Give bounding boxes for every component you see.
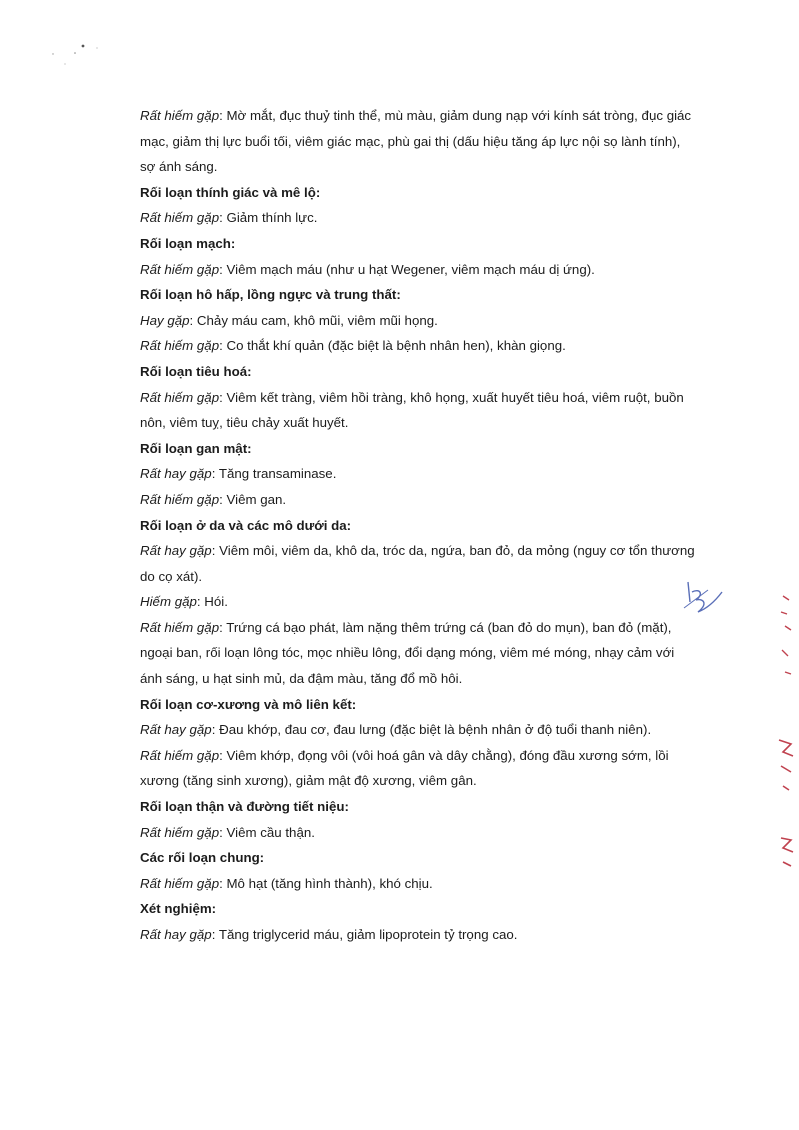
section-heading: Rối loạn thận và đường tiết niệu: <box>140 799 349 815</box>
section-heading: Rối loạn thính giác và mê lộ: <box>140 184 321 200</box>
document-page <box>140 103 695 948</box>
frequency-label: Hiếm gặp <box>140 594 197 610</box>
frequency-label: Rất hiếm gặp <box>140 875 220 891</box>
entry-text: : Đau khớp, đau cơ, đau lưng (đặc biệt là bệnh nhân ở độ tuổi thanh niên). <box>211 722 652 738</box>
entry-text: : Viêm kết tràng, viêm hồi tràng, khô họng, xuất huyết tiêu hoá, viêm ruột, buồn nôn, viêm tuỵ, tiêu chảy xuất huyết. <box>140 389 684 431</box>
section-heading: Rối loạn mạch: <box>140 235 236 251</box>
frequency-entry <box>140 589 695 615</box>
frequency-entry <box>140 717 695 743</box>
frequency-entry <box>140 205 695 231</box>
entry-text: : Chảy máu cam, khô mũi, viêm mũi họng. <box>189 312 438 328</box>
section-heading: Rối loạn ở da và các mô dưới da: <box>140 517 352 533</box>
frequency-label: Rất hiếm gặp <box>140 824 220 840</box>
section-heading: Rối loạn hô hấp, lồng ngực và trung thất: <box>140 287 401 303</box>
frequency-label: Rất hiếm gặp <box>140 747 220 763</box>
entry-text: : Giảm thính lực. <box>219 210 318 226</box>
scan-speck-icon <box>45 40 115 68</box>
entry-text: : Mờ mắt, đục thuỷ tinh thể, mù màu, giảm dung nạp với kính sát tròng, đục giác mạc, giảm thị lực buổi tối, viêm giác mạc, phù gai thị (dấu hiệu tăng áp lực nội sọ lành tính), sợ ánh sáng. <box>140 108 692 175</box>
entry-text: : Mô hạt (tăng hình thành), khó chịu. <box>219 875 433 891</box>
frequency-label: Rất hiếm gặp <box>140 261 220 277</box>
frequency-entry <box>140 538 695 589</box>
entry-text: : Trứng cá bạo phát, làm nặng thêm trứng cá (ban đỏ do mụn), ban đỏ (mặt), ngoại ban, rối loạn lông tóc, mọc nhiều lông, đổi dạng móng, viêm mé móng, nhạy cảm với ánh sáng, u hạt sinh mủ, da đậm màu, tăng đổ mồ hôi. <box>140 619 675 687</box>
entry-text: : Hói. <box>196 594 228 610</box>
frequency-entry <box>140 385 695 436</box>
frequency-label: Rất hiếm gặp <box>140 389 220 405</box>
frequency-entry <box>140 743 695 794</box>
frequency-entry <box>140 333 695 359</box>
entry-text: : Viêm cầu thận. <box>219 824 315 840</box>
frequency-label: Rất hay gặp <box>140 543 212 559</box>
entry-text: : Viêm môi, viêm da, khô da, tróc da, ngứa, ban đỏ, da mỏng (nguy cơ tổn thương do cọ xát). <box>140 543 695 584</box>
entry-text: : Viêm gan. <box>219 491 287 507</box>
section-heading: Rối loạn gan mật: <box>140 440 252 456</box>
section-heading: Rối loạn cơ-xương và mô liên kết: <box>140 696 357 712</box>
handwritten-initials-icon <box>678 578 726 618</box>
frequency-label: Rất hiếm gặp <box>140 491 220 507</box>
frequency-label: Rất hiếm gặp <box>140 619 220 635</box>
entry-text: : Tăng triglycerid máu, giảm lipoprotein tỷ trọng cao. <box>211 927 518 942</box>
stamp-edge-icon <box>769 590 799 890</box>
frequency-label: Rất hiếm gặp <box>140 108 220 123</box>
frequency-entry <box>140 922 695 948</box>
frequency-label: Rất hiếm gặp <box>140 338 220 354</box>
frequency-entry <box>140 820 695 846</box>
entry-text: : Tăng transaminase. <box>211 466 337 482</box>
frequency-entry <box>140 103 695 180</box>
section-heading: Rối loạn tiêu hoá: <box>140 363 252 379</box>
frequency-label: Hay gặp <box>140 312 190 328</box>
frequency-entry <box>140 487 695 513</box>
frequency-label: Rất hay gặp <box>140 466 212 482</box>
section-heading: Xét nghiệm: <box>140 901 217 917</box>
frequency-entry <box>140 871 695 897</box>
frequency-entry <box>140 308 695 334</box>
frequency-entry <box>140 615 695 692</box>
section-heading: Các rối loạn chung: <box>140 850 265 866</box>
frequency-label: Rất hiếm gặp <box>140 210 220 226</box>
entry-text: : Viêm khớp, đọng vôi (vôi hoá gân và dây chằng), đóng đầu xương sớm, lồi xương (tăng sinh xương), giảm mật độ xương, viêm gân. <box>140 747 669 789</box>
entry-text: : Co thắt khí quản (đặc biệt là bệnh nhân hen), khàn giọng. <box>219 338 566 354</box>
frequency-entry <box>140 257 695 283</box>
frequency-label: Rất hay gặp <box>140 722 212 738</box>
frequency-label: Rất hay gặp <box>140 927 212 942</box>
frequency-entry <box>140 461 695 487</box>
entry-text: : Viêm mạch máu (như u hạt Wegener, viêm mạch máu dị ứng). <box>219 261 595 277</box>
